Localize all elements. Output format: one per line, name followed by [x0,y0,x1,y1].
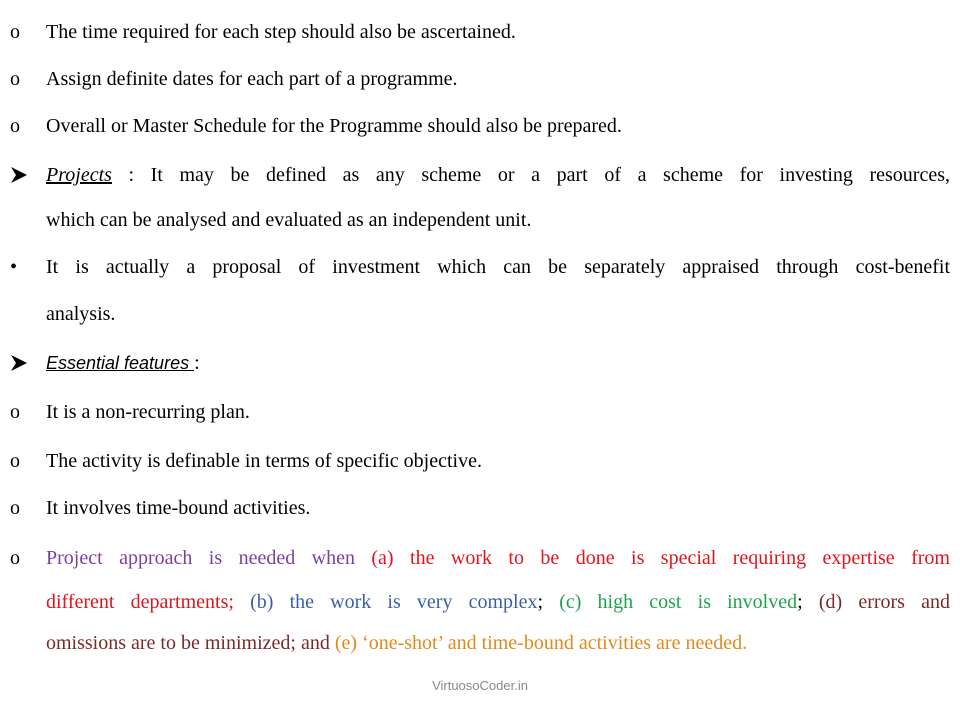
line-text: It involves time-bound activities. [46,497,311,519]
line-text: analysis. [46,303,116,325]
circle-bullet: o [10,401,20,423]
approach-d: (d) errors and [802,591,950,613]
footer-watermark: VirtuosoCoder.in [432,678,528,693]
project-approach-text [46,546,950,570]
line-text: The time required for each step should also be ascertained. [46,21,516,43]
separator: ; [537,591,544,613]
circle-bullet: o [10,547,20,569]
project-approach-text [46,590,950,614]
approach-intro: Project approach is needed when [46,547,372,569]
essential-colon: : [194,352,200,374]
approach-b: (b) the work is very complex [233,591,538,613]
approach-c: (c) high cost is involved [543,591,798,613]
approach-a-cont: different departments; [46,591,234,613]
line-text: Assign definite dates for each part of a programme. [46,68,458,90]
projects-text [46,163,950,187]
dot-bullet: • [10,256,18,278]
line-text: The activity is definable in terms of specific objective. [46,450,482,472]
essential-term: Essential features [46,353,195,373]
separator: ; [797,591,803,613]
project-approach-text [46,631,747,655]
arrow-bullet-icon [10,354,28,372]
line-text: It is actually a proposal of investment which can be separately appraised through cost-benefit [46,256,950,278]
line-text: It is a non-recurring plan. [46,401,250,423]
line-text: which can be analysed and evaluated as an independent unit. [46,209,532,231]
circle-bullet: o [10,450,20,472]
heading-text [46,351,200,375]
circle-bullet: o [10,21,20,43]
approach-e: (e) ‘one-shot’ and time-bound activities are needed. [329,632,748,654]
arrow-bullet-icon [10,166,28,184]
circle-bullet: o [10,115,20,137]
approach-d-cont: omissions are to be minimized; and [46,632,330,654]
circle-bullet: o [10,68,20,90]
projects-term: Projects [46,164,112,186]
circle-bullet: o [10,497,20,519]
approach-a: (a) the work to be done is special requiring expertise from [371,547,950,569]
projects-rest: : It may be defined as any scheme or a part of a scheme for investing resources, [111,164,950,186]
line-text: Overall or Master Schedule for the Programme should also be prepared. [46,115,622,137]
